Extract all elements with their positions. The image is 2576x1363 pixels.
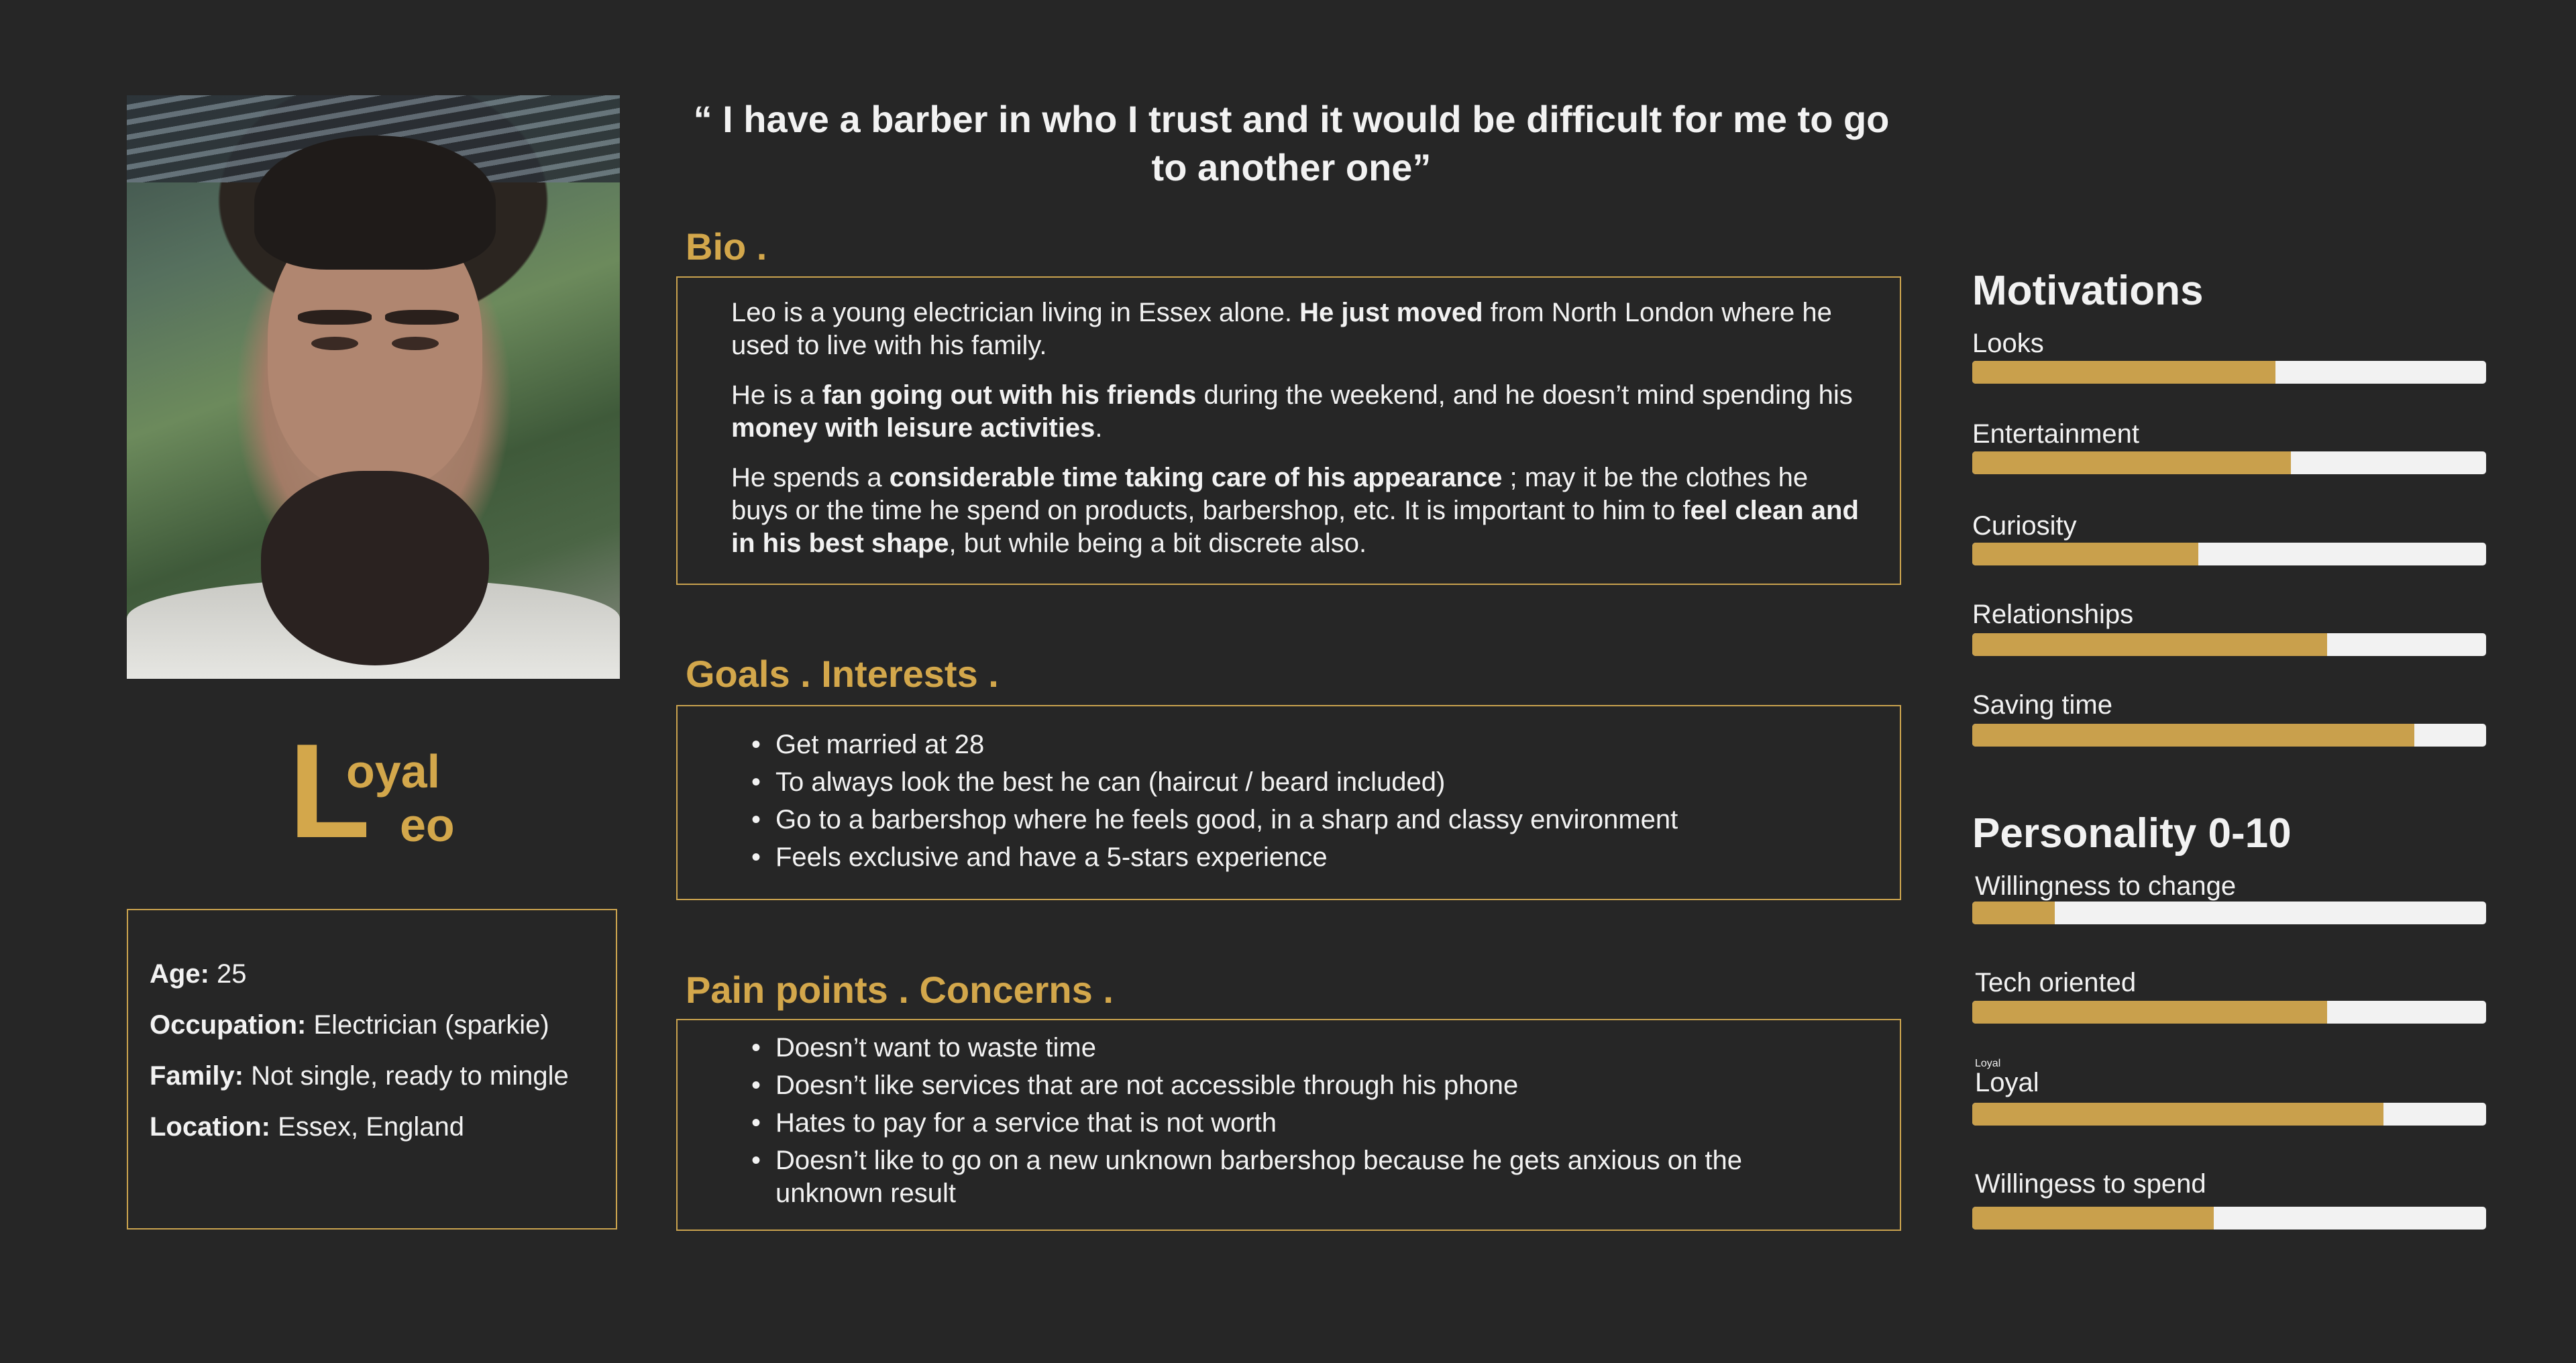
beard <box>261 471 489 665</box>
personality-bar-willingness-change <box>1972 902 2486 924</box>
motivation-bar-looks <box>1972 361 2486 384</box>
motivation-fill-saving-time <box>1972 724 2414 747</box>
bio-paragraph-3 <box>731 461 1860 560</box>
pain-title: Pain points . Concerns . <box>686 969 1114 1011</box>
personality-label-willingness-change: Willingness to change <box>1975 871 2237 901</box>
list-item: • Doesn’t like services that are not accessible through his phone <box>751 1069 1860 1102</box>
age-label: Age: <box>150 959 209 989</box>
goals-list <box>751 728 1860 874</box>
list-item: • Doesn’t want to waste time <box>751 1032 1860 1065</box>
list-item: • Go to a barbershop where he feels good, in a sharp and classy environment <box>751 804 1860 836</box>
pain-box <box>676 1019 1901 1231</box>
bio-p3-text-e: , but while being a bit discrete also. <box>949 529 1367 558</box>
motivation-bar-relationships <box>1972 633 2486 656</box>
bio-p3-bold-b: considerable time taking care of his appearance <box>889 463 1503 492</box>
motivation-bar-entertainment <box>1972 451 2486 474</box>
profile-photo <box>127 95 620 679</box>
motivation-fill-entertainment <box>1972 451 2291 474</box>
motivation-fill-looks <box>1972 361 2275 384</box>
bio-paragraph-2 <box>731 379 1860 445</box>
list-item: • Hates to pay for a service that is not worth <box>751 1107 1860 1140</box>
hair <box>254 135 496 270</box>
motivation-fill-relationships <box>1972 633 2327 656</box>
list-item: • Get married at 28 <box>751 728 1860 761</box>
bio-box <box>676 276 1901 585</box>
personality-fill-willingness-change <box>1972 902 2055 924</box>
personality-fill-loyal <box>1972 1103 2383 1126</box>
info-occupation <box>150 1008 594 1042</box>
location-label: Location: <box>150 1112 270 1142</box>
bio-paragraph-1 <box>731 296 1860 362</box>
bio-p2-text-e: . <box>1095 413 1103 443</box>
name-line-1: oyal <box>346 745 441 798</box>
left-eye <box>311 337 358 350</box>
goals-box <box>676 705 1901 900</box>
list-item: • Feels exclusive and have a 5-stars experience <box>751 841 1860 874</box>
loyal-tiny-label: Loyal <box>1975 1058 2001 1069</box>
location-value: Essex, England <box>270 1112 465 1142</box>
personality-label-loyal: Loyal <box>1975 1068 2039 1097</box>
motivation-bar-saving-time <box>1972 724 2486 747</box>
motivation-label-saving-time: Saving time <box>1972 690 2112 720</box>
right-eye <box>392 337 439 350</box>
personality-bar-loyal <box>1972 1103 2486 1126</box>
family-label: Family: <box>150 1061 244 1091</box>
right-brow <box>385 310 459 325</box>
personality-fill-tech <box>1972 1001 2327 1024</box>
personality-fill-spend <box>1972 1207 2214 1230</box>
name-initial: L <box>288 716 371 866</box>
bio-p2-bold-b: fan going out with his friends <box>822 380 1197 410</box>
personality-label-spend: Willingess to spend <box>1975 1169 2206 1199</box>
motivation-label-curiosity: Curiosity <box>1972 511 2077 541</box>
personality-label-tech: Tech oriented <box>1975 968 2137 997</box>
motivation-bar-curiosity <box>1972 543 2486 565</box>
bio-p2-text-c: during the weekend, and he doesn’t mind spending his <box>1196 380 1853 410</box>
motivation-fill-curiosity <box>1972 543 2198 565</box>
occupation-label: Occupation: <box>150 1010 307 1040</box>
motivation-label-relationships: Relationships <box>1972 600 2134 629</box>
motivation-label-looks: Looks <box>1972 329 2044 358</box>
occupation-value: Electrician (sparkie) <box>306 1010 549 1040</box>
personality-title: Personality 0-10 <box>1972 810 2292 857</box>
goals-title: Goals . Interests . <box>686 653 999 695</box>
motivation-label-entertainment: Entertainment <box>1972 419 2140 449</box>
bio-p2-text-a: He is a <box>731 380 822 410</box>
bio-p3-bold-d: eel clean and in his best shape <box>731 496 1859 558</box>
family-value: Not single, ready to mingle <box>244 1061 569 1091</box>
bio-p1-text-c: from North London where he used to live with his family. <box>731 298 1832 360</box>
bio-p3-text-c: ; may it be the clothes he buys or the time he spend on products, barbershop, etc. It is important to him to f <box>731 463 1809 525</box>
bio-title: Bio . <box>686 225 767 268</box>
info-box <box>127 909 617 1230</box>
bio-p1-text-a: Leo is a young electrician living in Essex alone. <box>731 298 1300 327</box>
age-value: 25 <box>209 959 247 989</box>
persona-name <box>288 716 476 866</box>
bio-p2-bold-d: money with leisure activities <box>731 413 1095 443</box>
motivations-title: Motivations <box>1972 268 2204 314</box>
bio-p1-bold: He just moved <box>1299 298 1483 327</box>
info-age <box>150 957 594 991</box>
bio-p3-text-a: He spends a <box>731 463 890 492</box>
personality-bar-tech <box>1972 1001 2486 1024</box>
name-line-2: eo <box>400 799 455 851</box>
pain-list <box>751 1032 1860 1210</box>
personality-bar-spend <box>1972 1207 2486 1230</box>
persona-quote: “ I have a barber in who I trust and it would be difficult for me to go to another one” <box>693 98 1890 188</box>
info-family <box>150 1059 594 1093</box>
left-brow <box>298 310 372 325</box>
list-item: • To always look the best he can (haircut / beard included) <box>751 766 1860 799</box>
list-item: • Doesn’t like to go on a new unknown barbershop because he gets anxious on the unknown result <box>751 1144 1860 1210</box>
info-location <box>150 1110 594 1144</box>
